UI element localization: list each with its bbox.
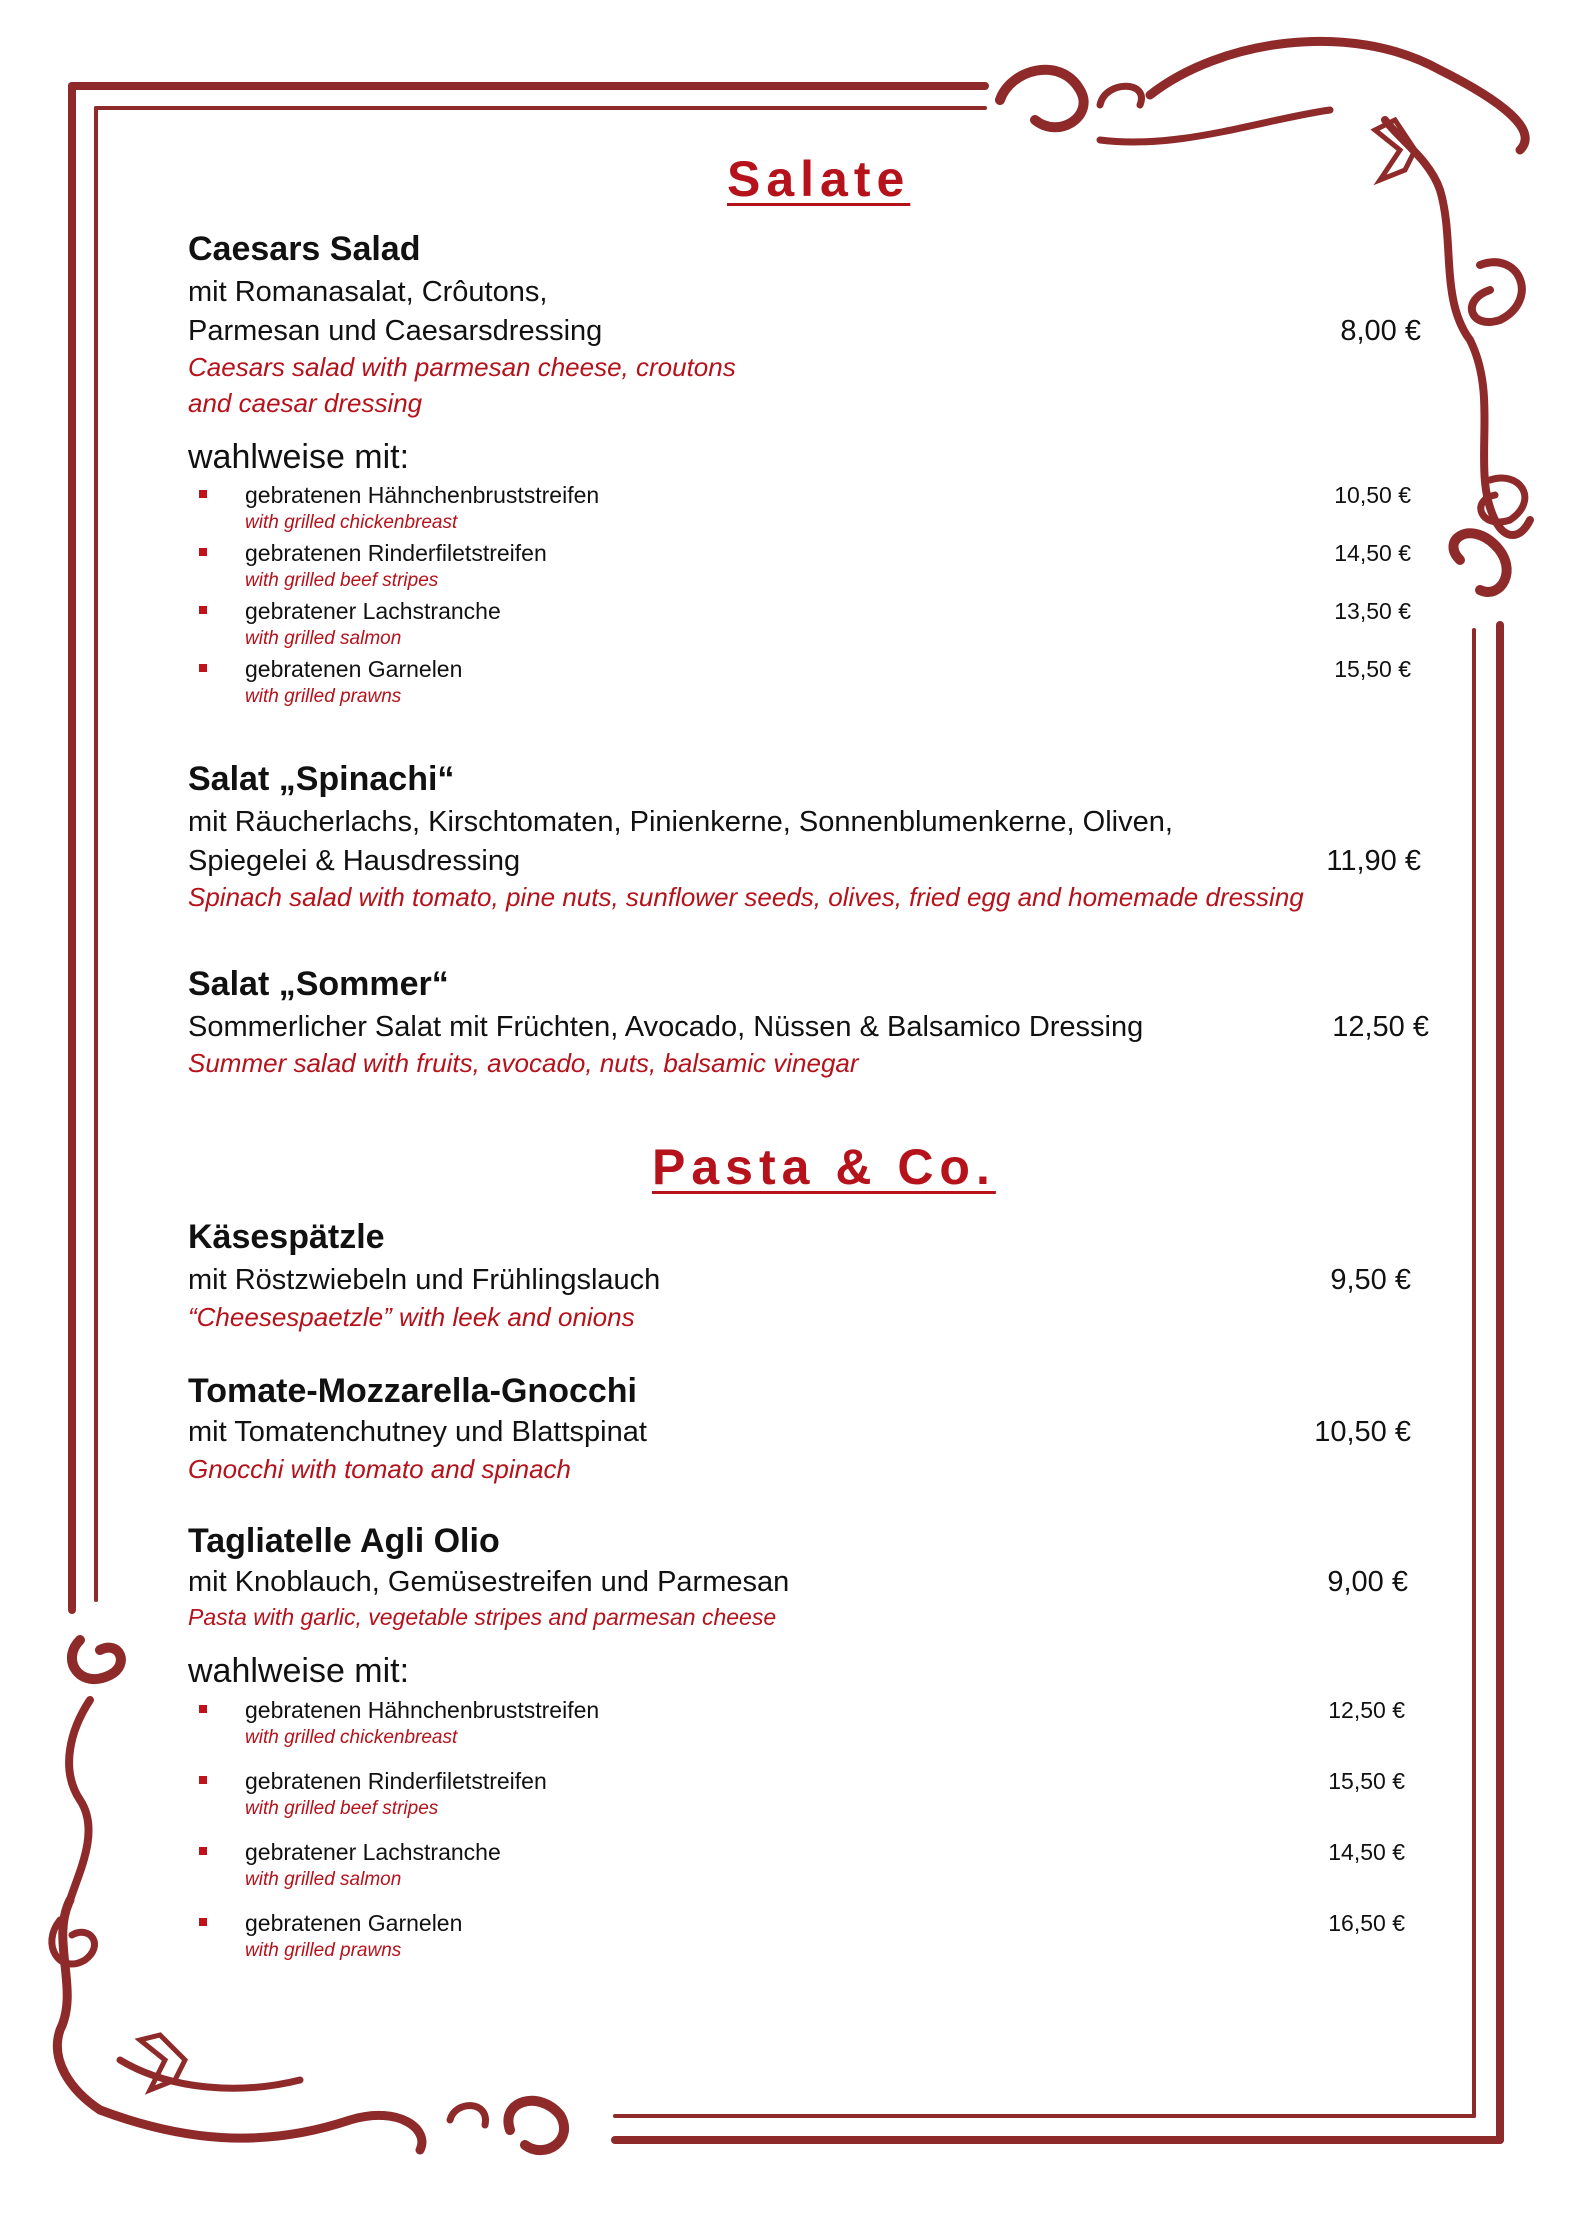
bullet-icon: [199, 664, 207, 672]
bullet-icon: [199, 1705, 207, 1713]
bullet-icon: [199, 1918, 207, 1926]
option-price: 14,50 €: [1334, 540, 1411, 566]
option-label: gebratenen Hähnchenbruststreifen: [245, 1697, 600, 1723]
option-price: 12,50 €: [1328, 1697, 1405, 1723]
bullet-icon: [199, 606, 207, 614]
dish-en-caesars-1: Caesars salad with parmesan cheese, croutons: [188, 352, 736, 382]
option-label: gebratener Lachstranche: [245, 598, 501, 624]
option-en: with grilled chickenbreast: [245, 512, 458, 533]
dish-name-spinachi: Salat „Spinachi“: [188, 760, 455, 798]
option-price: 15,50 €: [1328, 1768, 1405, 1794]
dish-name-caesars-salad: Caesars Salad: [188, 230, 421, 268]
option-en: with grilled chickenbreast: [245, 1727, 458, 1748]
dish-desc-sommer: Sommerlicher Salat mit Früchten, Avocado, Nüssen & Balsamico Dressing: [188, 1011, 1144, 1043]
bullet-icon: [199, 490, 207, 498]
dish-price-sommer: 12,50 €: [1332, 1011, 1429, 1043]
option-price: 16,50 €: [1328, 1910, 1405, 1936]
dish-desc-spinachi-2: Spiegelei & Hausdressing: [188, 845, 521, 877]
option-en: with grilled salmon: [245, 1869, 402, 1890]
dish-price-spinachi: 11,90 €: [1326, 845, 1421, 877]
dish-name-sommer: Salat „Sommer“: [188, 965, 449, 1003]
section-title-salate: Salate: [727, 151, 911, 207]
option-price: 14,50 €: [1328, 1839, 1405, 1865]
option-en: with grilled prawns: [245, 1940, 402, 1961]
option-label: gebratenen Rinderfiletstreifen: [245, 1768, 547, 1794]
dish-desc-caesars-2: Parmesan und Caesarsdressing: [188, 315, 603, 347]
dish-price-caesars: 8,00 €: [1340, 315, 1421, 347]
dish-name-tagliatelle: Tagliatelle Agli Olio: [188, 1522, 500, 1560]
option-price: 13,50 €: [1334, 598, 1411, 624]
dish-price-tagliatelle: 9,00 €: [1327, 1566, 1408, 1598]
dish-en-caesars-2: and caesar dressing: [188, 388, 423, 418]
dish-desc-tagliatelle: mit Knoblauch, Gemüsestreifen und Parmesan: [188, 1566, 790, 1598]
option-label: gebratener Lachstranche: [245, 1839, 501, 1865]
bullet-icon: [199, 548, 207, 556]
dish-desc-spinachi-1: mit Räucherlachs, Kirschtomaten, Pinienkerne, Sonnenblumenkerne, Oliven,: [188, 806, 1173, 838]
dish-name-gnocchi: Tomate-Mozzarella-Gnocchi: [188, 1372, 637, 1410]
bullet-icon: [199, 1847, 207, 1855]
option-label: gebratenen Garnelen: [245, 656, 463, 682]
option-label: gebratenen Rinderfiletstreifen: [245, 540, 547, 566]
option-en: with grilled prawns: [245, 686, 402, 707]
dish-price-gnocchi: 10,50 €: [1314, 1416, 1411, 1448]
dish-desc-kaesespaetzle: mit Röstzwiebeln und Frühlingslauch: [188, 1264, 661, 1296]
option-en: with grilled salmon: [245, 628, 402, 649]
section-title-pasta: Pasta & Co.: [652, 1139, 996, 1195]
dish-en-kaesespaetzle: “Cheesespaetzle” with leek and onions: [188, 1302, 635, 1332]
dish-desc-gnocchi: mit Tomatenchutney und Blattspinat: [188, 1416, 647, 1448]
dish-en-sommer: Summer salad with fruits, avocado, nuts, balsamic vinegar: [188, 1048, 859, 1078]
dish-en-spinachi: Spinach salad with tomato, pine nuts, sunflower seeds, olives, fried egg and homemade dressing: [188, 882, 1304, 912]
dish-desc-caesars-1: mit Romanasalat, Crôutons,: [188, 276, 548, 308]
option-label: gebratenen Garnelen: [245, 1910, 463, 1936]
choice-heading-caesars: wahlweise mit:: [188, 438, 410, 476]
option-en: with grilled beef stripes: [245, 1798, 439, 1819]
option-price: 15,50 €: [1334, 656, 1411, 682]
bullet-icon: [199, 1776, 207, 1784]
option-price: 10,50 €: [1334, 482, 1411, 508]
choice-heading-tagliatelle: wahlweise mit:: [188, 1652, 410, 1690]
dish-en-gnocchi: Gnocchi with tomato and spinach: [188, 1454, 571, 1484]
option-label: gebratenen Hähnchenbruststreifen: [245, 482, 600, 508]
dish-en-tagliatelle: Pasta with garlic, vegetable stripes and parmesan cheese: [188, 1604, 777, 1630]
dish-name-kaesespaetzle: Käsespätzle: [188, 1218, 385, 1256]
option-en: with grilled beef stripes: [245, 570, 439, 591]
dish-price-kaesespaetzle: 9,50 €: [1330, 1264, 1411, 1296]
